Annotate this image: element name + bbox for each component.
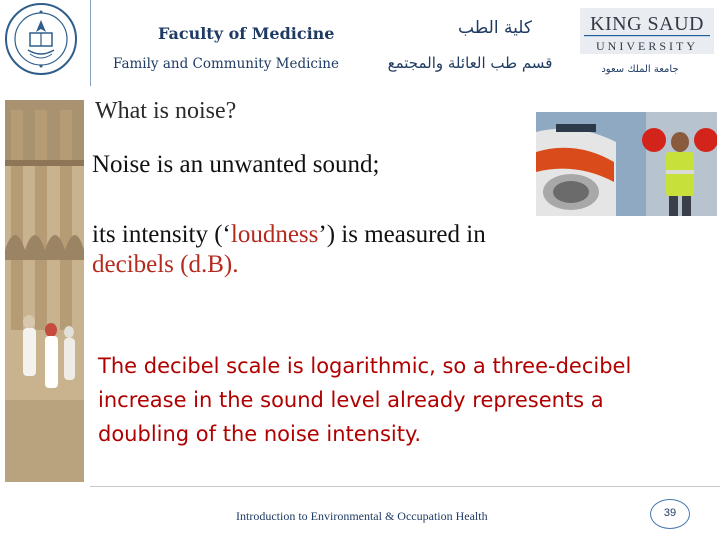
department-title: Family and Community Medicine — [113, 56, 339, 72]
intensity-text-part-a: its intensity (‘ — [92, 221, 231, 248]
page-number: 39 — [650, 499, 690, 529]
definition-line: Noise is an unwanted sound; — [92, 151, 380, 178]
campus-courtyard-photo — [5, 100, 84, 482]
course-title-footer: Introduction to Environmental & Occupation Health — [236, 509, 488, 523]
decibel-scale-paragraph: The decibel scale is logarithmic, so a three-decibel increase in the sound level already represents a doubling of the noise intensity. — [98, 354, 632, 446]
king-saud-university-logo — [580, 8, 714, 54]
intensity-text-part-c: ’) is measured in — [318, 221, 486, 248]
intensity-text — [92, 220, 486, 280]
university-seal-icon — [4, 2, 78, 76]
logo-line2: UNIVERSITY — [596, 39, 698, 53]
department-title-arabic: قسم طب العائلة والمجتمع — [387, 54, 553, 72]
faculty-title-arabic: كلية الطب — [458, 18, 532, 38]
loudness-term: loudness — [230, 221, 319, 248]
faculty-title: Faculty of Medicine — [158, 24, 335, 43]
university-name-arabic: جامعة الملك سعود — [601, 64, 679, 75]
airplane-marshal-photo — [536, 112, 717, 216]
footer-rule — [90, 486, 720, 487]
slide-question: What is noise? — [95, 98, 237, 124]
logo-line1: KING SAUD — [590, 13, 704, 35]
decibels-term: decibels (d.B). — [92, 251, 239, 278]
header-divider — [90, 0, 91, 86]
